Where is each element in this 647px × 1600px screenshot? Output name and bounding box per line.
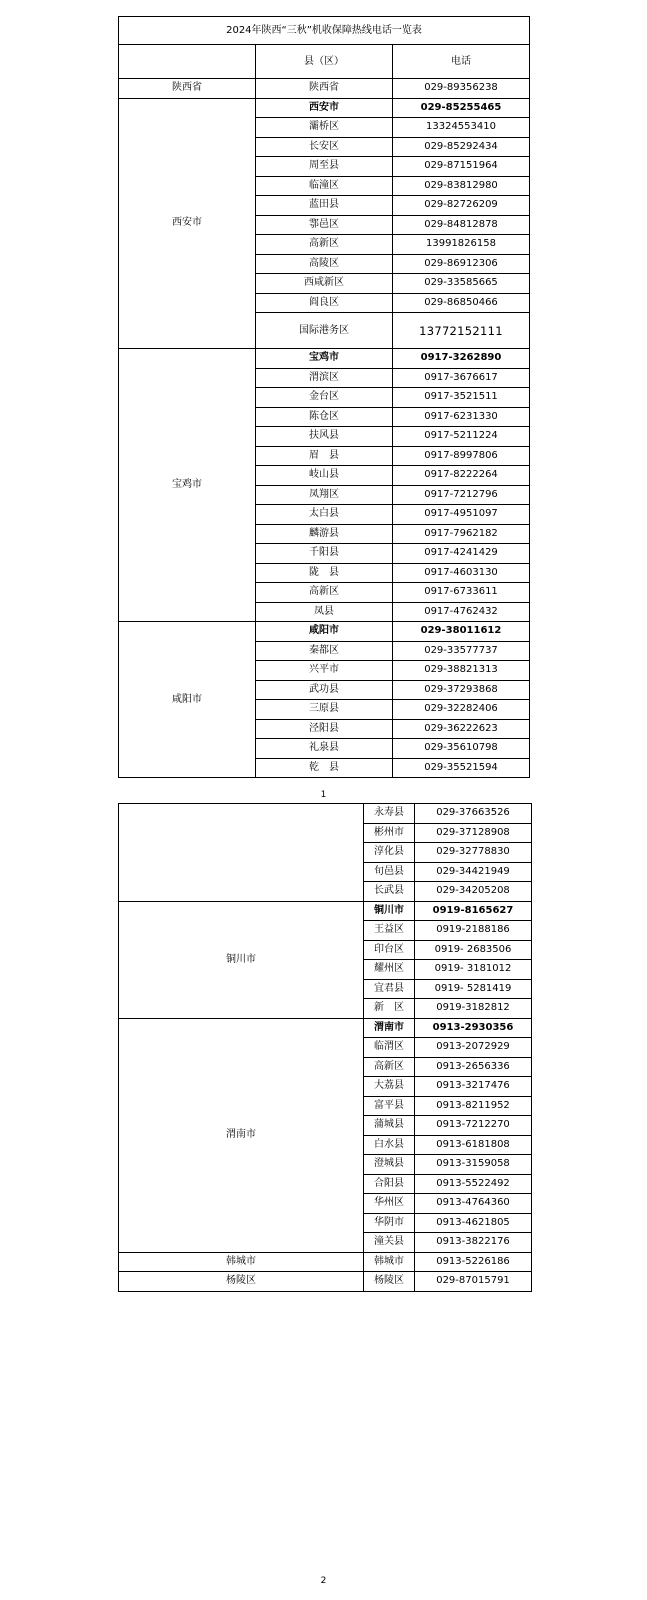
city-cell: 杨陵区 bbox=[119, 1272, 364, 1292]
county-cell: 眉 县 bbox=[256, 446, 393, 466]
phone-cell: 0917-4762432 bbox=[393, 602, 530, 622]
phone-cell: 0913-5522492 bbox=[415, 1174, 532, 1194]
phone-cell: 029-85255465 bbox=[393, 98, 530, 118]
phone-cell: 0917-4603130 bbox=[393, 563, 530, 583]
county-cell: 临潼区 bbox=[256, 176, 393, 196]
phone-cell: 0917-6733611 bbox=[393, 583, 530, 603]
city-cell: 铜川市 bbox=[119, 901, 364, 1018]
phone-cell: 029-35521594 bbox=[393, 758, 530, 778]
phone-cell: 0913-3217476 bbox=[415, 1077, 532, 1097]
county-cell: 新 区 bbox=[364, 999, 415, 1019]
table-row bbox=[119, 1252, 532, 1272]
phone-cell: 13324553410 bbox=[393, 118, 530, 138]
table-row bbox=[119, 349, 530, 369]
phone-cell: 0919- 2683506 bbox=[415, 940, 532, 960]
phone-cell: 0913-3159058 bbox=[415, 1155, 532, 1175]
phone-cell: 029-32282406 bbox=[393, 700, 530, 720]
phone-cell: 029-38011612 bbox=[393, 622, 530, 642]
county-cell: 高新区 bbox=[364, 1057, 415, 1077]
county-cell: 白水县 bbox=[364, 1135, 415, 1155]
county-cell: 宝鸡市 bbox=[256, 349, 393, 369]
phone-cell: 029-37128908 bbox=[415, 823, 532, 843]
county-cell: 国际港务区 bbox=[256, 313, 393, 349]
county-cell: 澄城县 bbox=[364, 1155, 415, 1175]
phone-cell: 029-34421949 bbox=[415, 862, 532, 882]
county-cell: 印台区 bbox=[364, 940, 415, 960]
county-cell: 铜川市 bbox=[364, 901, 415, 921]
phone-cell: 0917-3676617 bbox=[393, 368, 530, 388]
county-cell: 麟游县 bbox=[256, 524, 393, 544]
county-cell: 长武县 bbox=[364, 882, 415, 902]
county-cell: 高新区 bbox=[256, 583, 393, 603]
header-row bbox=[119, 45, 530, 79]
county-cell: 凤县 bbox=[256, 602, 393, 622]
county-cell: 西安市 bbox=[256, 98, 393, 118]
county-cell: 周至县 bbox=[256, 157, 393, 177]
phone-cell: 0917-7212796 bbox=[393, 485, 530, 505]
city-cell bbox=[119, 804, 364, 902]
table-row bbox=[119, 98, 530, 118]
title-row bbox=[119, 17, 530, 45]
city-cell: 渭南市 bbox=[119, 1018, 364, 1252]
county-cell: 韩城市 bbox=[364, 1252, 415, 1272]
phone-cell: 029-37293868 bbox=[393, 680, 530, 700]
county-cell: 陈仓区 bbox=[256, 407, 393, 427]
phone-cell: 0913-8211952 bbox=[415, 1096, 532, 1116]
county-cell: 岐山县 bbox=[256, 466, 393, 486]
county-cell: 华州区 bbox=[364, 1194, 415, 1214]
phone-cell: 0913-3822176 bbox=[415, 1233, 532, 1253]
header-city-cell bbox=[119, 45, 256, 79]
phone-cell: 13772152111 bbox=[393, 313, 530, 349]
county-cell: 蒲城县 bbox=[364, 1116, 415, 1136]
county-cell: 杨陵区 bbox=[364, 1272, 415, 1292]
county-cell: 礼泉县 bbox=[256, 739, 393, 759]
phone-cell: 029-82726209 bbox=[393, 196, 530, 216]
county-cell: 武功县 bbox=[256, 680, 393, 700]
phone-cell: 0913-4621805 bbox=[415, 1213, 532, 1233]
county-cell: 兴平市 bbox=[256, 661, 393, 681]
county-cell: 蓝田县 bbox=[256, 196, 393, 216]
table-row bbox=[119, 622, 530, 642]
city-cell: 宝鸡市 bbox=[119, 349, 256, 622]
county-cell: 渭滨区 bbox=[256, 368, 393, 388]
page-number-1: 1 bbox=[320, 790, 327, 800]
county-cell: 鄠邑区 bbox=[256, 215, 393, 235]
county-cell: 泾阳县 bbox=[256, 719, 393, 739]
table-title: 2024年陕西“三秋”机收保障热线电话一览表 bbox=[119, 17, 530, 45]
phone-cell: 029-38821313 bbox=[393, 661, 530, 681]
phone-cell: 0917-3262890 bbox=[393, 349, 530, 369]
hotline-table-page-2 bbox=[118, 803, 532, 1292]
county-cell: 乾 县 bbox=[256, 758, 393, 778]
county-cell: 西咸新区 bbox=[256, 274, 393, 294]
phone-cell: 13991826158 bbox=[393, 235, 530, 255]
phone-cell: 0913-7212270 bbox=[415, 1116, 532, 1136]
county-cell: 彬州市 bbox=[364, 823, 415, 843]
table-row bbox=[119, 1018, 532, 1038]
county-cell: 华阴市 bbox=[364, 1213, 415, 1233]
table-row bbox=[119, 79, 530, 99]
header-phone: 电话 bbox=[393, 45, 530, 79]
county-cell: 太白县 bbox=[256, 505, 393, 525]
phone-cell: 0917-4241429 bbox=[393, 544, 530, 564]
phone-cell: 029-35610798 bbox=[393, 739, 530, 759]
county-cell: 阎良区 bbox=[256, 293, 393, 313]
phone-cell: 0913-2656336 bbox=[415, 1057, 532, 1077]
table-row bbox=[119, 901, 532, 921]
phone-cell: 0919-8165627 bbox=[415, 901, 532, 921]
county-cell: 秦都区 bbox=[256, 641, 393, 661]
phone-cell: 0919-2188186 bbox=[415, 921, 532, 941]
county-cell: 凤翔区 bbox=[256, 485, 393, 505]
phone-cell: 0913-2930356 bbox=[415, 1018, 532, 1038]
county-cell: 永寿县 bbox=[364, 804, 415, 824]
city-cell: 韩城市 bbox=[119, 1252, 364, 1272]
county-cell: 王益区 bbox=[364, 921, 415, 941]
phone-cell: 029-33585665 bbox=[393, 274, 530, 294]
header-county: 县（区） bbox=[256, 45, 393, 79]
table-row bbox=[119, 1272, 532, 1292]
county-cell: 渭南市 bbox=[364, 1018, 415, 1038]
phone-cell: 0913-5226186 bbox=[415, 1252, 532, 1272]
hotline-table-page-1 bbox=[118, 16, 530, 778]
county-cell: 潼关县 bbox=[364, 1233, 415, 1253]
county-cell: 灞桥区 bbox=[256, 118, 393, 138]
table-row bbox=[119, 804, 532, 824]
phone-cell: 029-84812878 bbox=[393, 215, 530, 235]
city-cell: 陕西省 bbox=[119, 79, 256, 99]
city-cell: 咸阳市 bbox=[119, 622, 256, 778]
phone-cell: 029-32778830 bbox=[415, 843, 532, 863]
page-number-2: 2 bbox=[320, 1576, 327, 1586]
county-cell: 长安区 bbox=[256, 137, 393, 157]
phone-cell: 029-86850466 bbox=[393, 293, 530, 313]
phone-cell: 0917-4951097 bbox=[393, 505, 530, 525]
phone-cell: 029-34205208 bbox=[415, 882, 532, 902]
phone-cell: 029-87015791 bbox=[415, 1272, 532, 1292]
phone-cell: 0917-6231330 bbox=[393, 407, 530, 427]
phone-cell: 0913-6181808 bbox=[415, 1135, 532, 1155]
county-cell: 合阳县 bbox=[364, 1174, 415, 1194]
county-cell: 宜君县 bbox=[364, 979, 415, 999]
county-cell: 陕西省 bbox=[256, 79, 393, 99]
phone-cell: 0919- 5281419 bbox=[415, 979, 532, 999]
city-cell: 西安市 bbox=[119, 98, 256, 349]
county-cell: 三原县 bbox=[256, 700, 393, 720]
phone-cell: 0917-3521511 bbox=[393, 388, 530, 408]
phone-cell: 029-36222623 bbox=[393, 719, 530, 739]
phone-cell: 0913-4764360 bbox=[415, 1194, 532, 1214]
phone-cell: 029-37663526 bbox=[415, 804, 532, 824]
county-cell: 扶风县 bbox=[256, 427, 393, 447]
phone-cell: 029-86912306 bbox=[393, 254, 530, 274]
county-cell: 大荔县 bbox=[364, 1077, 415, 1097]
phone-cell: 029-87151964 bbox=[393, 157, 530, 177]
phone-cell: 0919- 3181012 bbox=[415, 960, 532, 980]
phone-cell: 0917-8997806 bbox=[393, 446, 530, 466]
phone-cell: 0917-8222264 bbox=[393, 466, 530, 486]
phone-cell: 0917-5211224 bbox=[393, 427, 530, 447]
county-cell: 淳化县 bbox=[364, 843, 415, 863]
county-cell: 高新区 bbox=[256, 235, 393, 255]
county-cell: 耀州区 bbox=[364, 960, 415, 980]
county-cell: 富平县 bbox=[364, 1096, 415, 1116]
county-cell: 金台区 bbox=[256, 388, 393, 408]
phone-cell: 0913-2072929 bbox=[415, 1038, 532, 1058]
county-cell: 高陵区 bbox=[256, 254, 393, 274]
county-cell: 陇 县 bbox=[256, 563, 393, 583]
phone-cell: 029-89356238 bbox=[393, 79, 530, 99]
county-cell: 咸阳市 bbox=[256, 622, 393, 642]
county-cell: 临渭区 bbox=[364, 1038, 415, 1058]
phone-cell: 029-85292434 bbox=[393, 137, 530, 157]
phone-cell: 029-33577737 bbox=[393, 641, 530, 661]
phone-cell: 029-83812980 bbox=[393, 176, 530, 196]
phone-cell: 0917-7962182 bbox=[393, 524, 530, 544]
phone-cell: 0919-3182812 bbox=[415, 999, 532, 1019]
county-cell: 旬邑县 bbox=[364, 862, 415, 882]
county-cell: 千阳县 bbox=[256, 544, 393, 564]
